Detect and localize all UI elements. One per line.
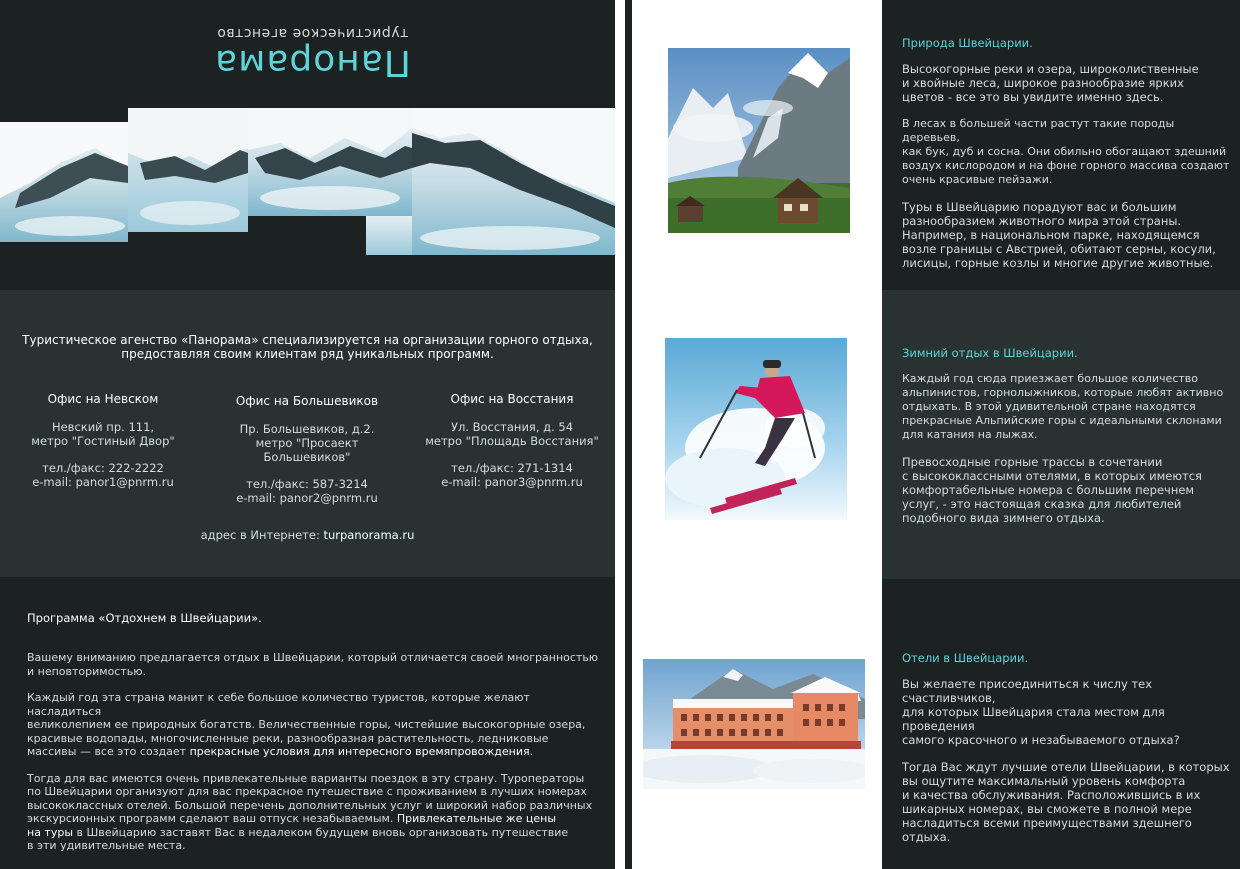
office-email[interactable]: e-mail: panor1@pnrm.ru bbox=[32, 475, 174, 489]
hotel-photo bbox=[643, 659, 865, 789]
logo-title: Панорама bbox=[214, 42, 411, 83]
program-title: Программа «Отдохнем в Швейцарии». bbox=[27, 611, 262, 625]
program-link-tours[interactable]: на туры bbox=[27, 825, 74, 839]
office-phone: тел./факс: 587-3214 bbox=[246, 477, 368, 491]
office-address: Пр. Большевиков, д.2. метро "Просаект Большевиков" bbox=[239, 422, 375, 464]
office-phone: тел./факс: 271-1314 bbox=[451, 461, 573, 475]
fold-gutter bbox=[615, 0, 625, 869]
hotels-body: Вы желаете присоединиться к числу тех счастливчиков, для которых Швейцария стала местом для проведения самого красочного и незабываемого отдыха? Тогда Вас ждут лучшие отели Швейцарии, в которых вы ощутите максимальный уровень комфорта и качества обслуживания. Расположившись в их шикарных номерах, вы сможете в полной мере насладиться всеми преимуществами здешнего отдыха. bbox=[902, 677, 1230, 844]
program-link-conditions[interactable]: прекрасные условия для интересного времяпровождения bbox=[189, 745, 530, 758]
office-phone: тел./факс: 222-2222 bbox=[42, 461, 164, 475]
website-label: адрес в Интернете: bbox=[200, 528, 324, 542]
website-link[interactable]: turpanorama.ru bbox=[323, 528, 415, 542]
office-bolshevikov bbox=[212, 394, 402, 505]
agency-logo bbox=[190, 20, 435, 82]
office-email[interactable]: e-mail: panor2@pnrm.ru bbox=[236, 491, 378, 505]
swiss-alps-photo bbox=[668, 48, 850, 233]
website-line bbox=[0, 528, 615, 542]
program-link-prices[interactable]: Привлекательные же цены bbox=[396, 812, 557, 825]
office-name: Офис на Невском bbox=[47, 392, 159, 406]
winter-body: Каждый год сюда приезжает большое количество альпинистов, горнолыжников, которые любят активно отдыхать. В этой удивительной стране находятся прекрасные Альпийские горы с идеальными склонами для катания на лыжах. Превосходные горные трассы в сочетании с высококлассными отелями, в которых имеются комфортабельные номера с большим перечнем услуг, - это настоящая сказка для любителей подобного вида зимнего отдыха. bbox=[902, 372, 1224, 525]
office-nevsky bbox=[8, 392, 198, 489]
office-name: Офис на Восстания bbox=[450, 392, 574, 406]
nature-body: Высокогорные реки и озера, широколиственные и хвойные леса, широкое разнообразие ярких цветов - все это вы увидите именно здесь. В лесах в большей части растут такие породы деревьев, как бук, дуб и сосна. Они обильно обогащают здешний воздух кислородом и на фоне горного массива создают очень красивые пейзажи. Туры в Швейцарию порадуют вас и большим разнообразием животного мира этой страны. Например, в национальном парке, находящемся возле границы с Австрией, обитают серны, косули, лисицы, горные козлы и многие другие животные. bbox=[902, 62, 1230, 270]
mountain-panorama-image bbox=[0, 108, 615, 255]
intro-text: Туристическое агенство «Панорама» специализируется на организации горного отдыха, предоставляя своим клиентам ряд уникальных программ. bbox=[22, 333, 593, 361]
office-name: Офис на Большевиков bbox=[235, 394, 379, 408]
nature-title: Природа Швейцарии. bbox=[902, 36, 1033, 50]
fold-strip bbox=[625, 0, 632, 869]
office-address: Ул. Восстания, д. 54 метро "Площадь Восстания" bbox=[425, 420, 599, 448]
office-address: Невский пр. 111, метро "Гостиный Двор" bbox=[31, 420, 175, 448]
office-vosstaniya bbox=[417, 392, 607, 489]
program-body: Вашему вниманию предлагается отдых в Швейцарии, который отличается своей многранностью и неповторимостью. Каждый год эта страна манит к себе большое количество туристов, которые желают насладиться великолепием ее природных богатств. Величественные горы, чистейшие высокогорные озера, красивые водопады, многочисленные реки, разнообразная растительность, ледниковые массивы — все это создает прекрасные условия для интересного времяпровождения. Тогда для вас имеются очень привлекательные варианты поездок в эту страну. Туроператоры по Швейцарии организуют для вас прекрасное путешествие с проживанием в лучших номерах высококлассных отелей. Большой перечень дополнительных услуг и широкий набор различных экскурсионных программ сделают ваш отпуск незабываемым. Привлекательные же цены на туры в Швейцарию заставят Вас в недалеком будущем вновь организовать путешествие в эти удивительные места. bbox=[27, 651, 599, 852]
hotels-title: Отели в Швейцарии. bbox=[902, 651, 1029, 665]
skier-photo bbox=[665, 338, 847, 520]
office-email[interactable]: e-mail: panor3@pnrm.ru bbox=[441, 475, 583, 489]
winter-title: Зимний отдых в Швейцарии. bbox=[902, 346, 1078, 360]
logo-subtitle: туристическое агенство bbox=[216, 25, 409, 41]
